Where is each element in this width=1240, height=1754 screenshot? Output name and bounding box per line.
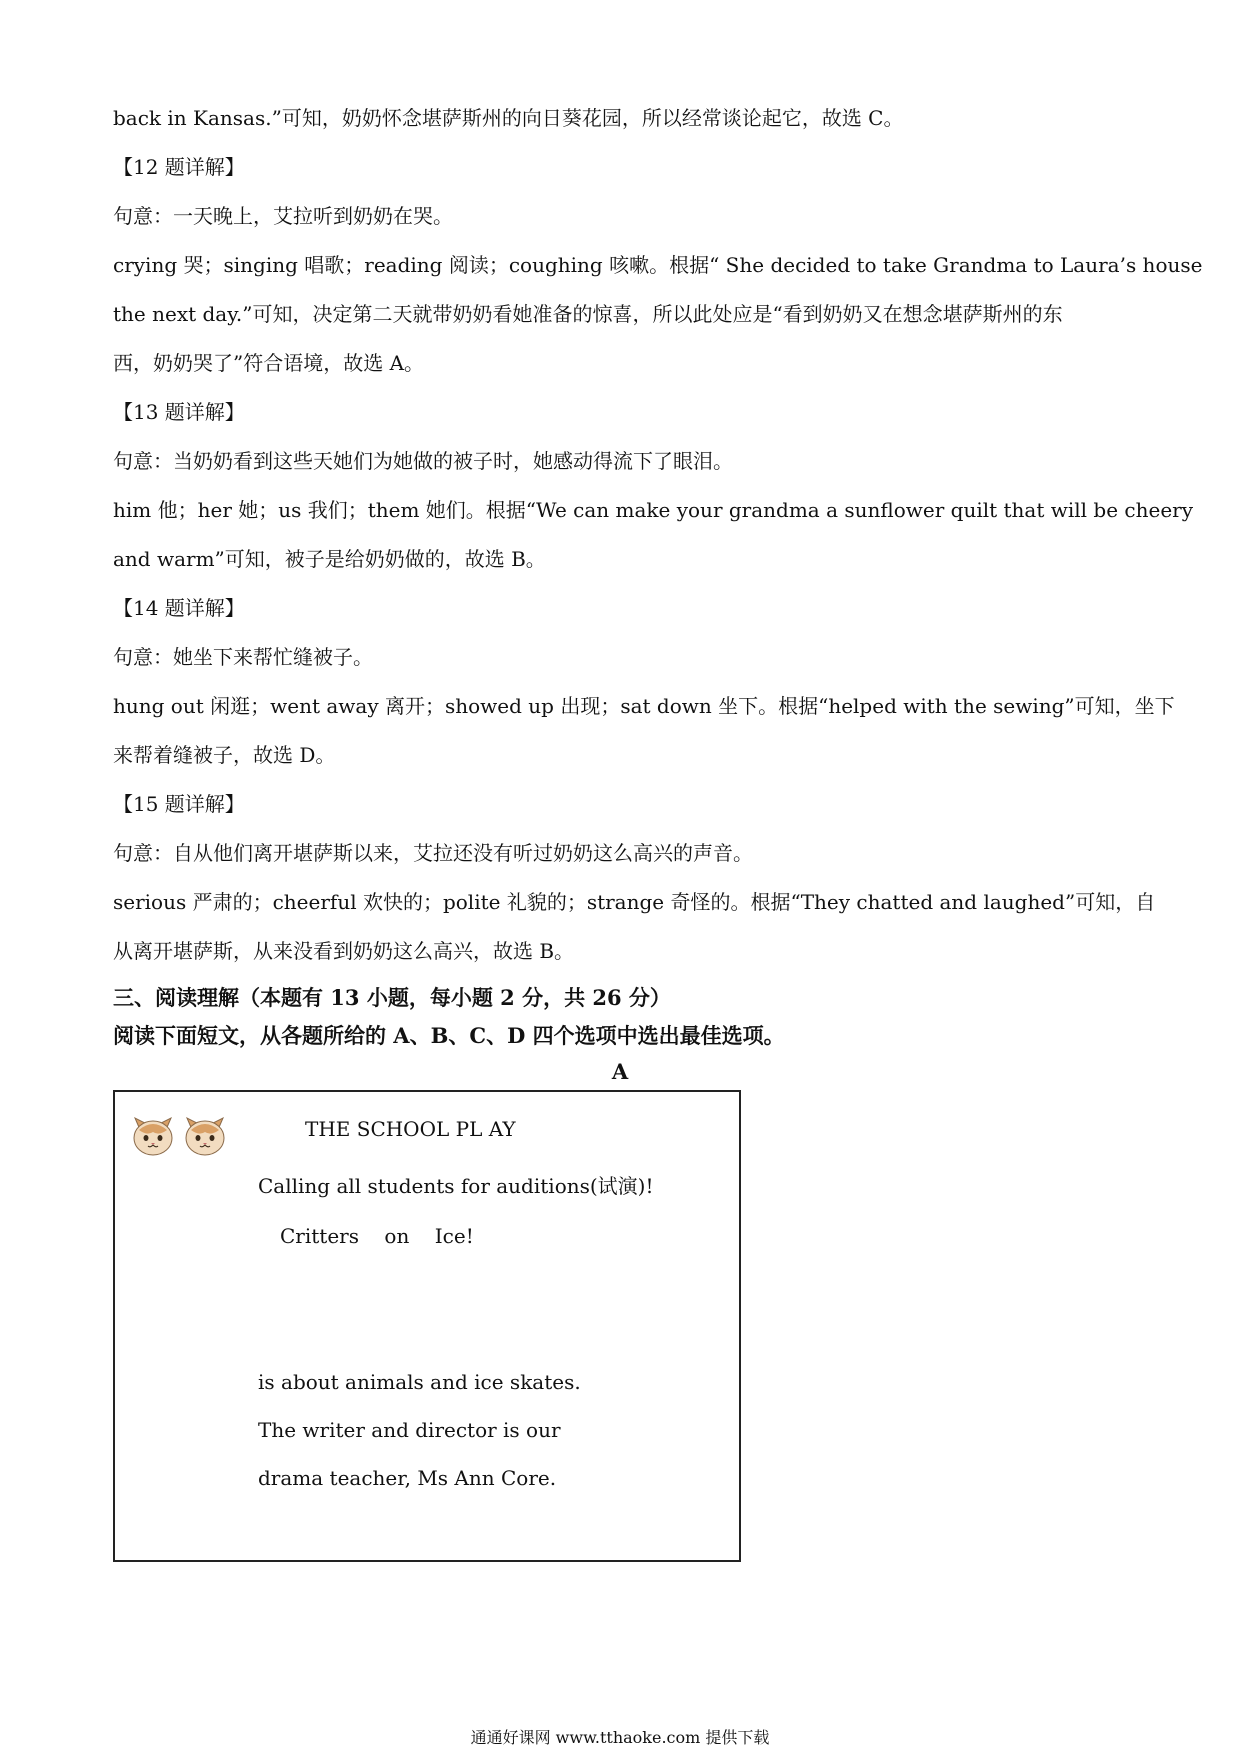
page-footer: 通通好课网 www.tthaoke.com 提供下载: [470, 1728, 770, 1747]
notice-line: is about animals and ice skates.: [258, 1370, 581, 1394]
text-line: back in Kansas.”可知，奶奶怀念堪萨斯州的向日葵花园，所以经常谈论起它，故选 C。: [113, 106, 904, 130]
text-line: 来帮着缝被子，故选 D。: [113, 743, 336, 767]
instruction: 阅读下面短文，从各题所给的 A、B、C、D 四个选项中选出最佳选项。: [113, 1023, 785, 1048]
cat-icons: [129, 1110, 233, 1160]
notice-line: Calling all students for auditions(试演)!: [258, 1174, 654, 1198]
text-line: the next day.”可知，决定第二天就带奶奶看她准备的惊喜，所以此处应是“看到奶奶又在想念堪萨斯州的东: [113, 302, 1063, 326]
passage-letter: A: [611, 1059, 629, 1084]
question-heading-13: 【13 题详解】: [113, 400, 245, 424]
question-heading-12: 【12 题详解】: [113, 155, 245, 179]
school-play-notice: [113, 1090, 741, 1562]
text-line: 句意：一天晚上，艾拉听到奶奶在哭。: [113, 204, 453, 228]
text-line: 从离开堪萨斯，从来没看到奶奶这么高兴，故选 B。: [113, 939, 575, 963]
text-line: him 他；her 她；us 我们；them 她们。根据“We can make your grandma a sunflower quilt that will be cheery: [113, 498, 1194, 522]
text-line: crying 哭；singing 唱歌；reading 阅读；coughing 咳嗽。根据“ She decided to take Grandma to Laura’s house: [113, 253, 1203, 277]
cat-face-icon: [186, 1118, 224, 1155]
play-name: Critters on Ice!: [280, 1224, 474, 1248]
cat-face-icon: [134, 1118, 172, 1155]
text-line: 句意：当奶奶看到这些天她们为她做的被子时，她感动得流下了眼泪。: [113, 449, 733, 473]
question-heading-14: 【14 题详解】: [113, 596, 245, 620]
text-line: 西，奶奶哭了”符合语境，故选 A。: [113, 351, 425, 375]
text-line: serious 严肃的；cheerful 欢快的；polite 礼貌的；strange 奇怪的。根据“They chatted and laughed”可知，自: [113, 890, 1156, 914]
text-line: and warm”可知，被子是给奶奶做的，故选 B。: [113, 547, 546, 571]
text-line: hung out 闲逛；went away 离开；showed up 出现；sat down 坐下。根据“helped with the sewing”可知，坐下: [113, 694, 1175, 718]
section-heading: 三、阅读理解（本题有 13 小题，每小题 2 分，共 26 分）: [113, 985, 671, 1010]
text-line: 句意：自从他们离开堪萨斯以来，艾拉还没有听过奶奶这么高兴的声音。: [113, 841, 753, 865]
notice-line: The writer and director is our: [258, 1418, 561, 1442]
notice-line: drama teacher, Ms Ann Core.: [258, 1466, 557, 1490]
notice-title: THE SCHOOL PL AY: [305, 1117, 516, 1141]
text-line: 句意：她坐下来帮忙缝被子。: [113, 645, 373, 669]
question-heading-15: 【15 题详解】: [113, 792, 245, 816]
